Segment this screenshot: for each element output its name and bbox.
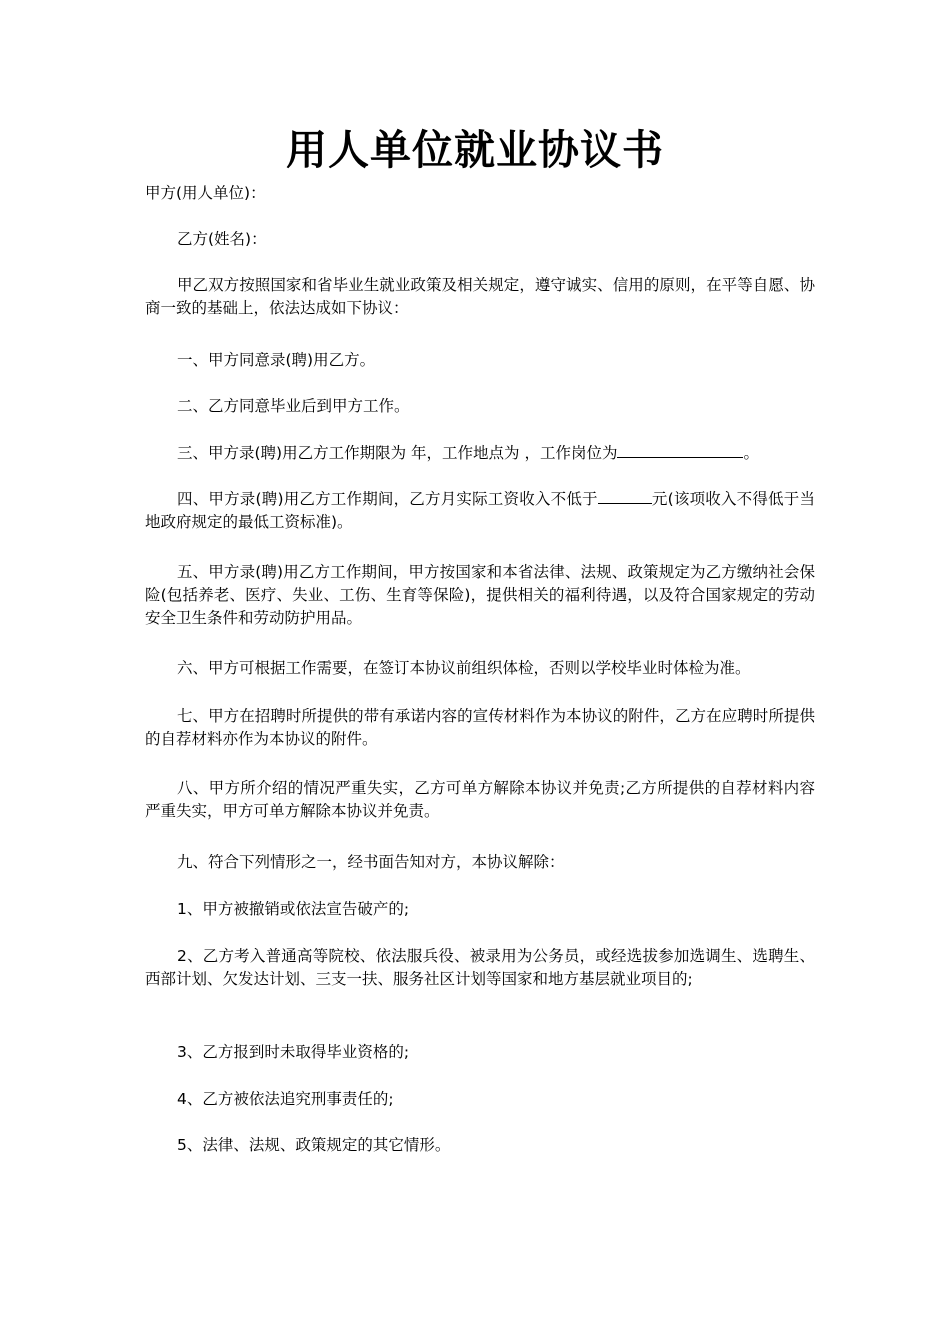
clause-9-item-1: 1、甲方被撤销或依法宣告破产的; (177, 900, 410, 918)
clause-4-end: 元(该项收入不得低于当地政府规定的最低工资标准)。 (145, 490, 815, 531)
wage-blank-line (598, 488, 652, 504)
intro-paragraph: 甲乙双方按照国家和省毕业生就业政策及相关规定，遵守诚实、信用的原则，在平等自愿、协商一致的基础上，依法达成如下协议： (145, 276, 815, 317)
clause-3-end: 。 (743, 444, 759, 462)
post-blank-line (617, 442, 743, 458)
clause-9: 九、符合下列情形之一，经书面告知对方，本协议解除： (177, 853, 565, 871)
clause-3-text: 三、甲方录(聘)用乙方工作期限为 年，工作地点为 ，工作岗位为 (177, 444, 618, 462)
party-b-line: 乙方(姓名)： (177, 230, 267, 248)
clause-1: 一、甲方同意录(聘)用乙方。 (177, 351, 376, 369)
clause-6: 六、甲方可根据工作需要，在签订本协议前组织体检，否则以学校毕业时体检为准。 (177, 659, 751, 677)
clause-4 (145, 488, 815, 534)
clause-2: 二、乙方同意毕业后到甲方工作。 (177, 397, 410, 415)
clause-7: 七、甲方在招聘时所提供的带有承诺内容的宣传材料作为本协议的附件，乙方在应聘时所提供的自荐材料亦作为本协议的附件。 (145, 707, 815, 748)
party-a-line: 甲方(用人单位)： (145, 184, 266, 202)
clause-5: 五、甲方录(聘)用乙方工作期间，甲方按国家和本省法律、法规、政策规定为乙方缴纳社会保险(包括养老、医疗、失业、工伤、生育等保险)，提供相关的福利待遇，以及符合国家规定的劳动安全卫生条件和劳动防护用品。 (145, 563, 815, 627)
clause-8: 八、甲方所介绍的情况严重失实，乙方可单方解除本协议并免责;乙方所提供的自荐材料内容严重失实，甲方可单方解除本协议并免责。 (145, 779, 815, 820)
clause-3 (145, 442, 815, 465)
document-title: 用人单位就业协议书 (286, 126, 664, 174)
clause-9-item-2: 2、乙方考入普通高等院校、依法服兵役、被录用为公务员，或经选拔参加选调生、选聘生、西部计划、欠发达计划、三支一扶、服务社区计划等国家和地方基层就业项目的; (145, 947, 815, 988)
clause-9-item-5: 5、法律、法规、政策规定的其它情形。 (177, 1136, 451, 1154)
clause-9-item-3: 3、乙方报到时未取得毕业资格的; (177, 1043, 410, 1061)
clause-4-text: 四、甲方录(聘)用乙方工作期间，乙方月实际工资收入不低于 (177, 490, 598, 508)
clause-9-item-4: 4、乙方被依法追究刑事责任的; (177, 1090, 394, 1108)
